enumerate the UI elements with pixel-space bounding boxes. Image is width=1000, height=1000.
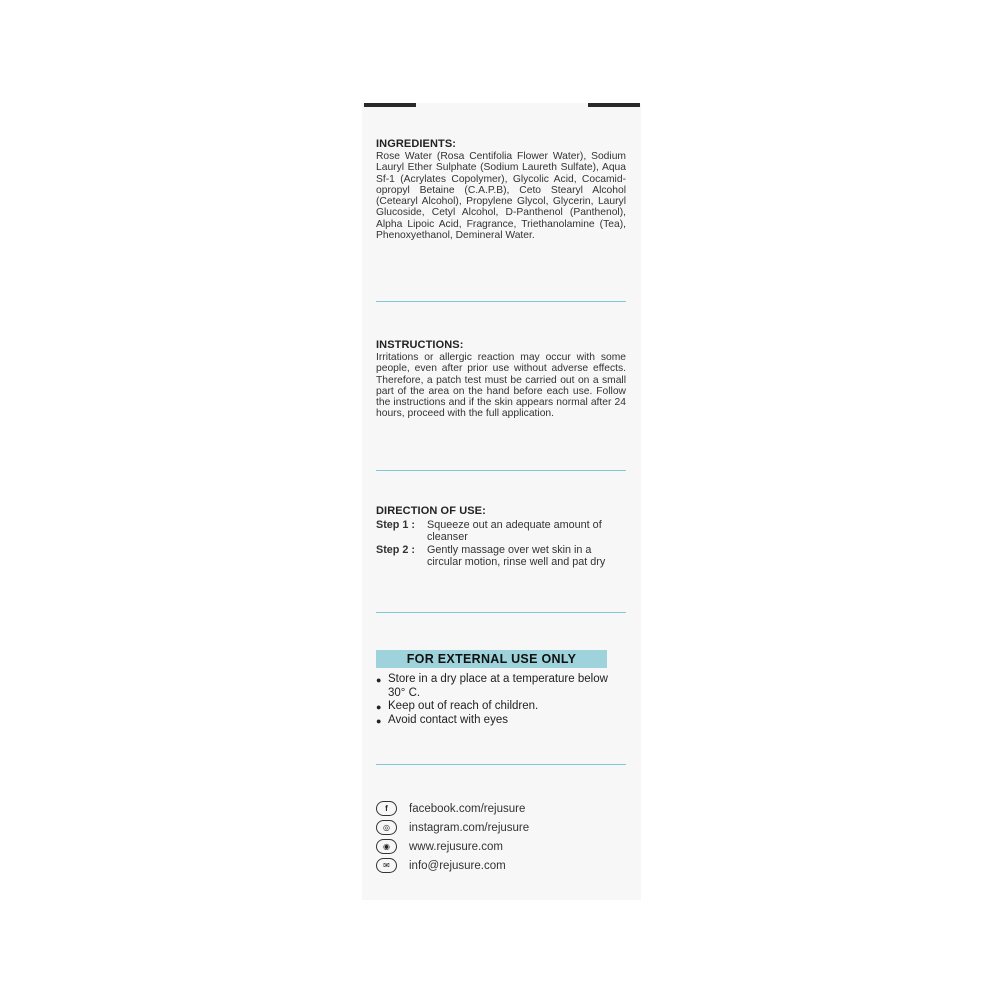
divider [376,764,626,765]
contact-email[interactable] [376,856,626,875]
external-use-badge: FOR EXTERNAL USE ONLY [376,650,607,668]
contact-text[interactable]: info@rejusure.com [409,859,506,872]
warning-text: Avoid contact with eyes [388,714,508,726]
instructions-text: Irritations or allergic reaction may occur with some people, even after prior use without adverse effects. Therefore, a patch test must be carried out on a small part of the area on the hand before each use. Follow the instructions and if the skin appears normal after 24 hours, proceed with the full application. [376,352,626,420]
direction-heading: DIRECTION OF USE: [376,505,486,517]
contact-text[interactable]: www.rejusure.com [409,840,503,853]
step-item [376,544,626,568]
warning-list [376,673,616,728]
bullet-icon: ● [376,702,382,712]
contact-website[interactable] [376,837,626,856]
ingredients-section [376,138,626,241]
contact-instagram[interactable] [376,818,626,837]
bullet-icon: ● [376,716,382,726]
step-label: Step 2 : [376,544,415,556]
mail-icon: ✉ [376,858,397,873]
direction-section [376,505,626,569]
instructions-section [376,339,626,420]
step-text: Squeeze out an adequate amount of cleanser [427,519,602,543]
list-item [376,700,616,714]
contact-text[interactable]: facebook.com/rejusure [409,802,526,815]
step-item [376,519,626,543]
ingredients-heading: INGREDIENTS: [376,138,457,150]
contact-list [376,799,626,875]
instructions-heading: INSTRUCTIONS: [376,339,464,351]
divider [376,470,626,471]
step-label: Step 1 : [376,519,415,531]
bullet-icon: ● [376,675,382,685]
divider [376,301,626,302]
warning-text: Keep out of reach of children. [388,700,539,712]
facebook-icon: f [376,801,397,816]
list-item [376,673,616,700]
step-text: Gently massage over wet skin in a circular motion, rinse well and pat dry [427,544,606,568]
step-list [376,519,626,568]
globe-icon: ◉ [376,839,397,854]
warning-text: Store in a dry place at a temperature below 30° C. [388,673,608,699]
ingredients-text: Rose Water (Rosa Centifolia Flower Water), Sodium Lauryl Ether Sulphate (Sodium Laureth Sulfate), Aqua Sf-1 (Acrylates Copolymer), Glycolic Acid, Cocamid-opropyl Betaine (C.A.P.B), Ceto Stearyl Alcohol (Cetearyl Alcohol), Propylene Glycol, Glycerin, Lauryl Glucoside, Cetyl Alcohol, D-Panthenol (Panthenol), Alpha Lipoic Acid, Fragrance, Triethanolamine (Tea), Phenoxyethanol, Demineral Water. [376,151,626,242]
contact-text[interactable]: instagram.com/rejusure [409,821,530,834]
list-item [376,714,616,728]
contact-facebook[interactable] [376,799,626,818]
instagram-icon: ◎ [376,820,397,835]
top-flap-right [588,103,640,107]
top-flap-left [364,103,416,107]
divider [376,612,626,613]
